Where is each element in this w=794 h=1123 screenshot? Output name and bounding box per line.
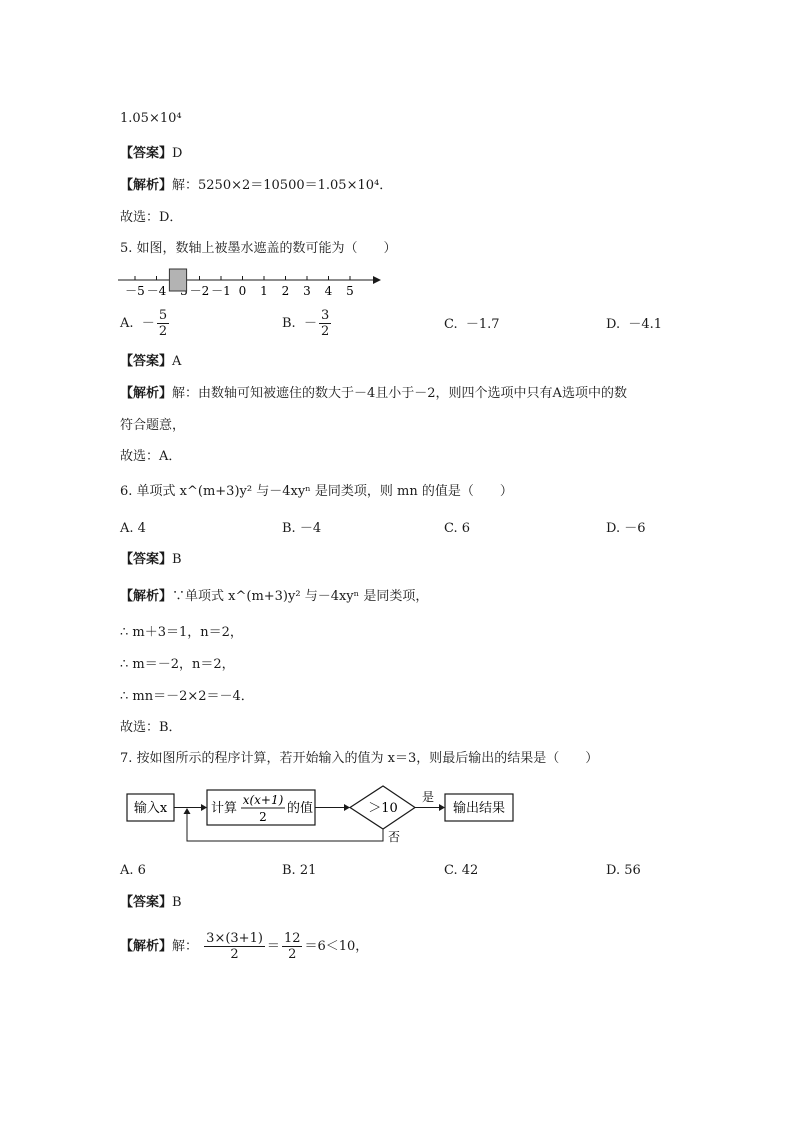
q5-option-a-prefix: A.: [120, 316, 134, 331]
calc-numerator: x(x+1): [242, 793, 284, 807]
q5-option-a-sign: －: [141, 316, 155, 331]
fraction-1-numerator: 3×(3+1): [206, 931, 263, 946]
explanation-prefix: 解：: [172, 939, 199, 954]
number-line-figure: [115, 266, 385, 300]
q5-option-d-value: －4.1: [628, 317, 663, 332]
no-label: 否: [388, 830, 401, 844]
explanation-text: ∵单项式 x^(m+3)y² 与－4xyⁿ 是同类项，: [172, 589, 429, 604]
q5-option-b-sign: －: [303, 316, 317, 331]
condition-label: ＞10: [368, 801, 398, 816]
answer-value: B: [172, 895, 182, 910]
answer-label: 【答案】: [120, 895, 173, 910]
number-line-tick-label: 3: [303, 284, 311, 298]
explanation-fraction-2: [282, 931, 303, 962]
q6-step-1: ∴ m＋3＝1，n＝2，: [120, 625, 243, 640]
q7-question: 7. 按如图所示的程序计算，若开始输入的值为 x＝3，则最后输出的结果是（ ）: [120, 751, 599, 766]
explanation-text: 解：由数轴可知被遮住的数大于－4且小于－2，则四个选项中只有A选项中的数: [172, 386, 627, 401]
q7-answer: [120, 894, 182, 912]
calc-denominator: 2: [259, 810, 267, 824]
q5-option-d: [606, 316, 662, 334]
q5-option-a-numerator: 5: [158, 308, 168, 323]
explanation-fraction-1: [204, 931, 265, 962]
q4-answer: [120, 145, 182, 163]
calc-suffix: 的值: [287, 801, 314, 816]
answer-label: 【答案】: [120, 552, 173, 567]
q6-option-a: A. 4: [120, 521, 146, 536]
q5-option-b-fraction: [319, 308, 331, 339]
answer-label: 【答案】: [120, 146, 173, 161]
q6-option-c: C. 6: [444, 521, 471, 536]
q4-explanation: [120, 177, 392, 195]
q6-explanation: [120, 588, 428, 606]
explanation-label: 【解析】: [120, 178, 173, 193]
q6-selection: 故选：B．: [120, 720, 182, 735]
q4-selection: 故选：D．: [120, 210, 183, 225]
explanation-equals: ＝: [266, 939, 280, 954]
number-line-tick-label: －4: [146, 284, 167, 298]
q7-option-d: D. 56: [606, 863, 641, 878]
arrow-head-icon: [201, 804, 207, 811]
answer-value: A: [172, 354, 182, 369]
q4-option-d-value: [120, 110, 182, 128]
q5-option-c-value: －1.7: [465, 317, 500, 332]
q5-option-a-fraction: [157, 308, 169, 339]
number-line-tick-label: 5: [346, 284, 354, 298]
q5-option-c-prefix: C.: [444, 317, 458, 332]
number-line-arrow-icon: [373, 276, 381, 284]
number-line-ticks: [125, 276, 354, 298]
program-flowchart: [125, 784, 520, 846]
explanation-label: 【解析】: [120, 939, 173, 954]
explanation-label: 【解析】: [120, 386, 173, 401]
fraction-2-denominator: 2: [288, 947, 297, 962]
explanation-result: ＝6＜10，: [304, 939, 369, 954]
number-line-tick-label: 1: [260, 284, 268, 298]
q5-option-b-prefix: B.: [282, 316, 296, 331]
q5-option-a: [120, 308, 171, 339]
number-line-tick-label: －1: [211, 284, 231, 298]
q5-answer: [120, 353, 181, 371]
number-line-tick-label: 2: [281, 284, 290, 298]
ink-cover: [169, 269, 186, 291]
answer-value: D: [172, 146, 183, 161]
calc-prefix: 计算: [211, 801, 238, 816]
q5-selection: 故选：A．: [120, 449, 182, 464]
q6-step-2: ∴ m＝－2，n＝2，: [120, 657, 235, 672]
number-line-tick-label: 4: [324, 284, 333, 298]
arrow-head-icon: [439, 804, 445, 811]
q6-question: 6. 单项式 x^(m+3)y² 与－4xyⁿ 是同类项，则 mn 的值是（ ）: [120, 484, 513, 499]
q5-explanation: [120, 385, 627, 403]
input-box-label: 输入x: [133, 801, 168, 816]
q5-option-a-denominator: 2: [158, 324, 168, 339]
output-box-label: 输出结果: [452, 801, 506, 816]
explanation-text: 解：5250×2＝10500＝1.05×10⁴．: [172, 178, 393, 193]
q5-option-c: [444, 316, 500, 334]
q7-option-c: C. 42: [444, 863, 479, 878]
answer-label: 【答案】: [120, 354, 173, 369]
fraction-1-denominator: 2: [230, 947, 239, 962]
q5-explanation-continued: 符合题意，: [120, 418, 186, 433]
q5-question: 5. 如图，数轴上被墨水遮盖的数可能为（ ）: [120, 241, 397, 256]
q5-option-d-prefix: D.: [606, 317, 621, 332]
q5-option-b: [282, 308, 333, 339]
q7-explanation: [120, 930, 368, 964]
q5-option-b-numerator: 3: [320, 308, 330, 323]
q6-step-3: ∴ mn＝－2×2＝－4．: [120, 689, 254, 704]
q5-option-b-denominator: 2: [320, 324, 330, 339]
yes-label: 是: [422, 790, 435, 804]
q4-option-d-text: 1.05×10⁴: [120, 111, 182, 126]
number-line-tick-label: 0: [238, 284, 247, 298]
q6-option-d: D. －6: [606, 521, 646, 536]
number-line-tick-label: －2: [189, 284, 210, 298]
number-line-tick-label: －5: [125, 284, 145, 298]
explanation-label: 【解析】: [120, 589, 173, 604]
fraction-2-numerator: 12: [283, 931, 301, 946]
answer-value: B: [172, 552, 182, 567]
q7-option-a: A. 6: [120, 863, 146, 878]
q6-answer: [120, 551, 182, 569]
loop-back-line: [187, 814, 383, 841]
q7-option-b: B. 21: [282, 863, 317, 878]
loop-arrow-head-icon: [184, 808, 191, 814]
q6-option-b: B. －4: [282, 521, 322, 536]
